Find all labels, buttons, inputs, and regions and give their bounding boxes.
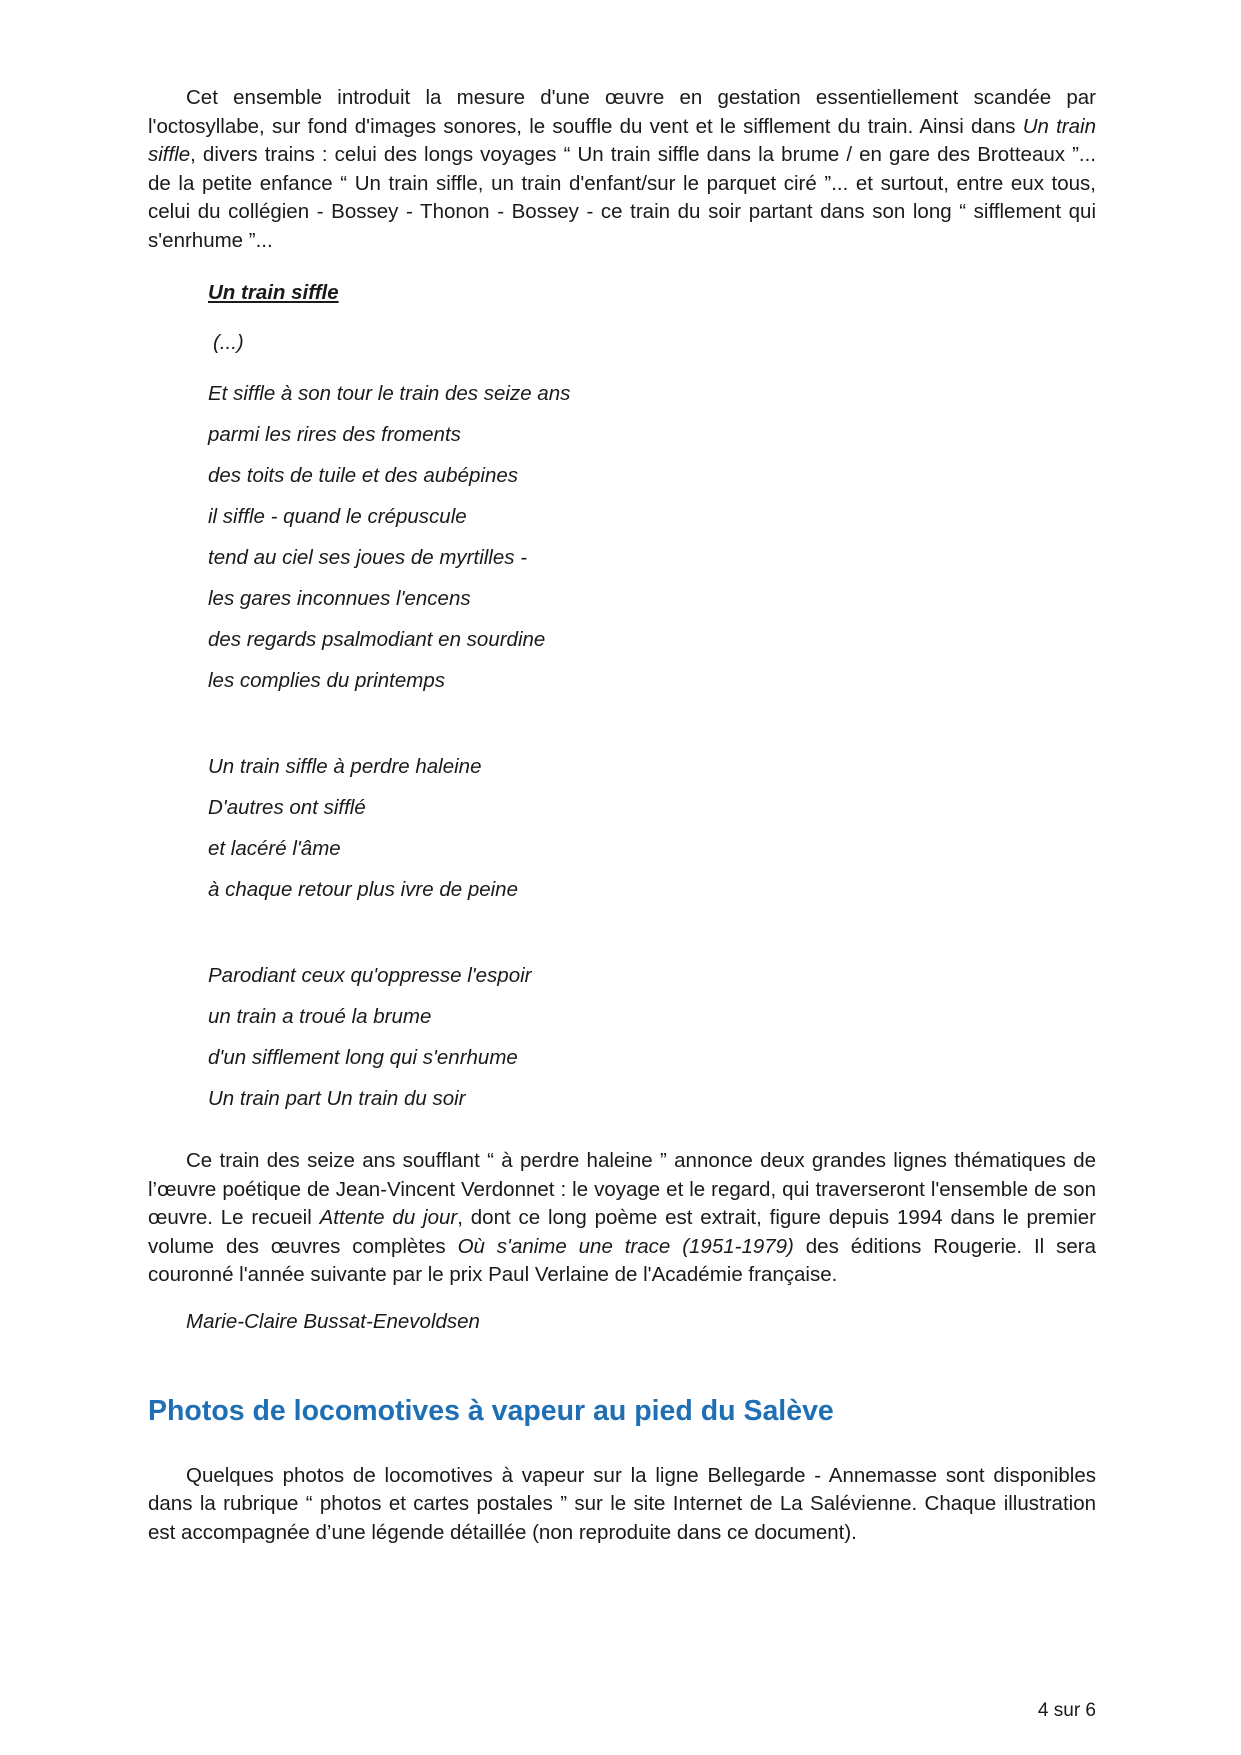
poem-verse: les complies du printemps xyxy=(208,669,445,692)
intro-paragraph xyxy=(148,84,1096,255)
poem-verse: D'autres ont sifflé xyxy=(208,796,366,819)
poem-verse: des toits de tuile et des aubépines xyxy=(208,464,518,487)
poem-title: Un train siffle xyxy=(208,281,339,304)
commentary-paragraph xyxy=(148,1147,1096,1290)
commentary-text-3: des éditions Rougerie. Il sera couronné l'année suivante par le prix Paul Verlaine de l'Académie française. xyxy=(148,1234,1096,1286)
page-number: 4 sur 6 xyxy=(1037,1700,1096,1721)
document-page xyxy=(148,84,1096,1547)
intro-italic-title: Un train siffle xyxy=(148,114,1096,166)
poem-verse: à chaque retour plus ivre de peine xyxy=(208,878,518,901)
section-heading: Photos de locomotives à vapeur au pied du Salève xyxy=(148,1394,834,1427)
poem-block xyxy=(208,279,1096,1119)
intro-text-2: , divers trains : celui des longs voyages “ Un train siffle dans la brume / en gare des Brotteaux ”... de la petite enfance “ Un train siffle, un train d'enfant/sur le parquet ciré ”... et surtout, entre eux tous, celui du collégien - Bossey - Thonon - Bossey - ce train du soir partant dans son long “ sifflement qui s'enrhume ”... xyxy=(148,143,1096,252)
commentary-text-2: , dont ce long poème est extrait, figure depuis 1994 dans le premier volume des œuvres complètes xyxy=(148,1206,1097,1258)
poem-verse: tend au ciel ses joues de myrtilles - xyxy=(208,546,528,569)
poem-stanza-1 xyxy=(208,373,1096,701)
poem-verse: et lacéré l'âme xyxy=(208,837,341,860)
poem-verse: Et siffle à son tour le train des seize ans xyxy=(208,382,571,405)
poem-stanza-2 xyxy=(208,746,1096,910)
commentary-italic-works: Où s'anime une trace (1951-1979) xyxy=(457,1234,794,1258)
poem-ellipsis: (...) xyxy=(213,331,244,354)
section-paragraph: Quelques photos de locomotives à vapeur sur la ligne Bellegarde - Annemasse sont disponibles dans la rubrique “ photos et cartes postales ” sur le site Internet de La Salévienne. Chaque illustration est accompagnée d’une légende détaillée (non reproduite dans ce document). xyxy=(148,1463,1096,1544)
intro-text-1: Cet ensemble introduit la mesure d'une œuvre en gestation essentiellement scandée par l'octosyllabe, sur fond d'images sonores, le souffle du vent et le sifflement du train. Ainsi dans xyxy=(148,86,1096,138)
poem-verse: Un train part Un train du soir xyxy=(208,1087,466,1110)
commentary-italic-collection: Attente du jour xyxy=(319,1206,458,1229)
commentary-text-1: Ce train des seize ans soufflant “ à perdre haleine ” annonce deux grandes lignes thématiques de l’œuvre poétique de Jean-Vincent Verdonnet : le voyage et le regard, qui traverseront l'ensemble de son œuvre. Le recueil xyxy=(148,1149,1096,1229)
poem-verse: Parodiant ceux qu'oppresse l'espoir xyxy=(208,964,532,987)
poem-verse: parmi les rires des froments xyxy=(208,423,461,446)
poem-verse: Un train siffle à perdre haleine xyxy=(208,755,482,778)
author-signature: Marie-Claire Bussat-Enevoldsen xyxy=(186,1309,480,1333)
poem-verse: d'un sifflement long qui s'enrhume xyxy=(208,1046,518,1069)
poem-verse: il siffle - quand le crépuscule xyxy=(208,505,467,528)
poem-verse: les gares inconnues l'encens xyxy=(208,587,471,610)
poem-verse: un train a troué la brume xyxy=(208,1005,432,1028)
poem-verse: des regards psalmodiant en sourdine xyxy=(208,628,546,651)
poem-stanza-3 xyxy=(208,955,1096,1119)
